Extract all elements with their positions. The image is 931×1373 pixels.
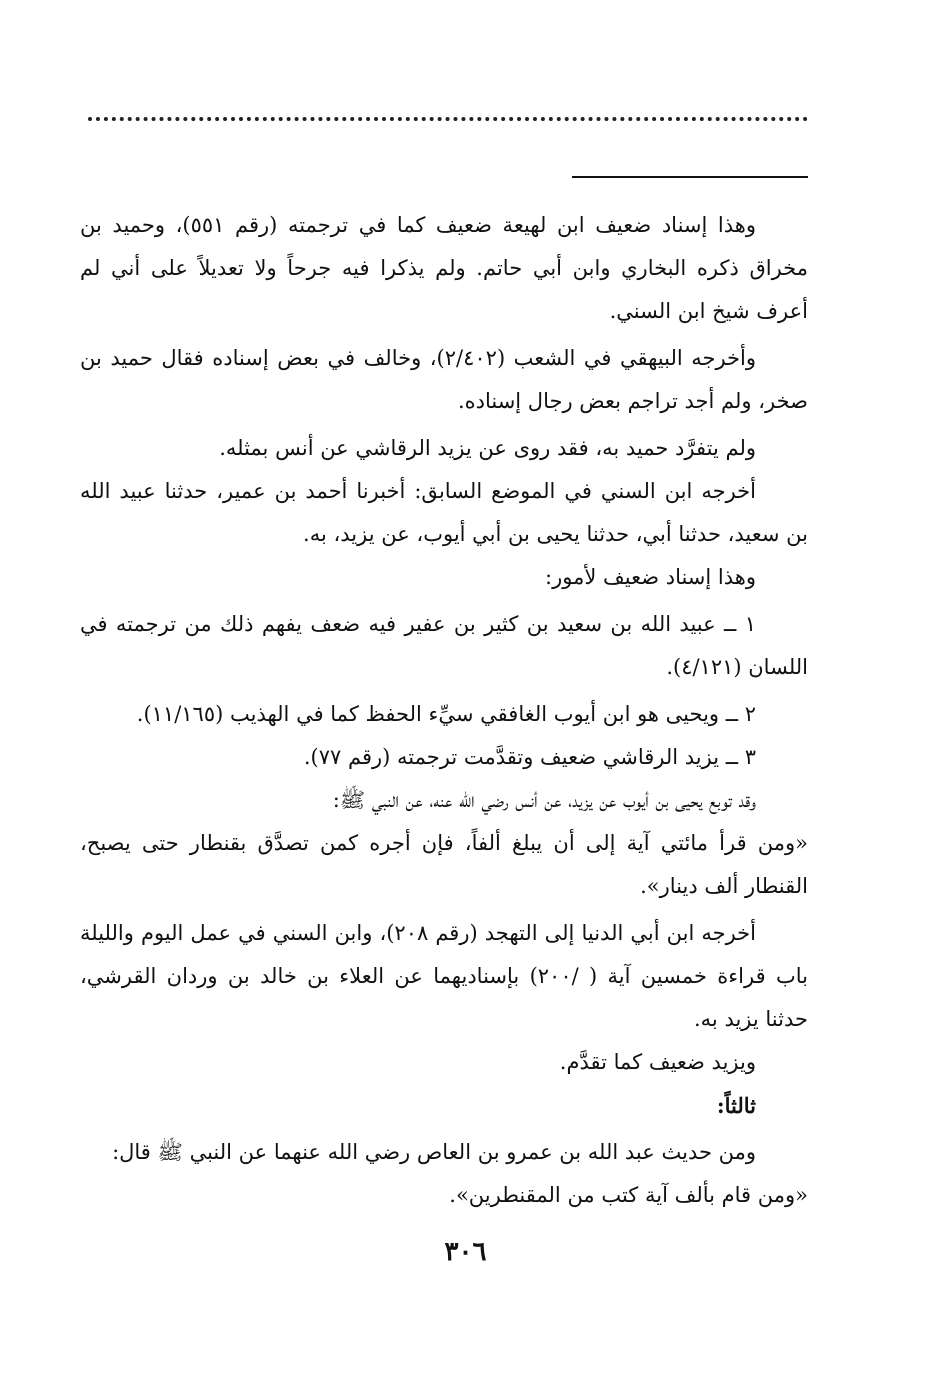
paragraph: وقد توبع يحيى بن أيوب عن يزيد، عن أنس رضي الله عنه، عن النبي ﷺ: (332, 788, 756, 812)
dotted-separator (88, 117, 808, 121)
paragraph: أخرجه ابن السني في الموضع السابق: أخبرنا أحمد بن عمير، حدثنا عبيد الله بن سعيد، حدثنا أبي، حدثنا يحيى بن أبي أيوب، عن يزيد، به. (80, 479, 808, 546)
paragraph: ومن حديث عبد الله بن عمرو بن العاص رضي الله عنهما عن النبي ﷺ قال: (112, 1140, 756, 1164)
paragraph: وأخرجه البيهقي في الشعب (٢/٤٠٢)، وخالف في بعض إسناده فقال حميد بن صخر، ولم أجد تراجم بعض رجال إسناده. (80, 346, 808, 413)
section-heading: ثالثاً: (716, 1093, 756, 1118)
hadith-quote: «ومن قرأ مائتي آية إلى أن يبلغ ألفاً، فإن أجره كمن تصدَّق بقنطار حتى يصبح، القنطار ألف دينار». (80, 831, 808, 898)
paragraph: ولم يتفرَّد حميد به، فقد روى عن يزيد الرقاشي عن أنس بمثله. (219, 436, 756, 460)
footnote-separator (572, 176, 808, 178)
list-item: ١ ــ عبيد الله بن سعيد بن كثير بن عفير فيه ضعف يفهم ذلك من ترجمته في اللسان (٤/١٢١). (80, 612, 808, 679)
paragraph: وهذا إسناد ضعيف ابن لهيعة ضعيف كما في ترجمته (رقم ٥٥١)، وحميد بن مخراق ذكره البخاري وابن أبي حاتم. ولم يذكرا فيه جرحاً ولا تعديلاً على أني لم أعرف شيخ ابن السني. (80, 213, 808, 323)
paragraph: أخرجه ابن أبي الدنيا إلى التهجد (رقم ٢٠٨)، وابن السني في عمل اليوم والليلة باب قراءة خمسين آية ( /٢٠٠) بإسناديهما عن العلاء بن خالد بن وردان القرشي، حدثنا يزيد به. (80, 921, 808, 1031)
paragraph: وهذا إسناد ضعيف لأمور: (545, 565, 756, 589)
page-body (80, 204, 808, 1217)
hadith-quote: «ومن قام بألف آية كتب من المقنطرين». (449, 1183, 808, 1207)
list-item: ٣ ــ يزيد الرقاشي ضعيف وتقدَّمت ترجمته (رقم ٧٧). (303, 745, 756, 769)
paragraph: ويزيد ضعيف كما تقدَّم. (559, 1050, 756, 1074)
list-item: ٢ ــ ويحيى هو ابن أيوب الغافقي سيِّء الحفظ كما في الهذيب (١١/١٦٥). (136, 702, 756, 726)
page-number: ٣٠٦ (444, 1237, 487, 1267)
